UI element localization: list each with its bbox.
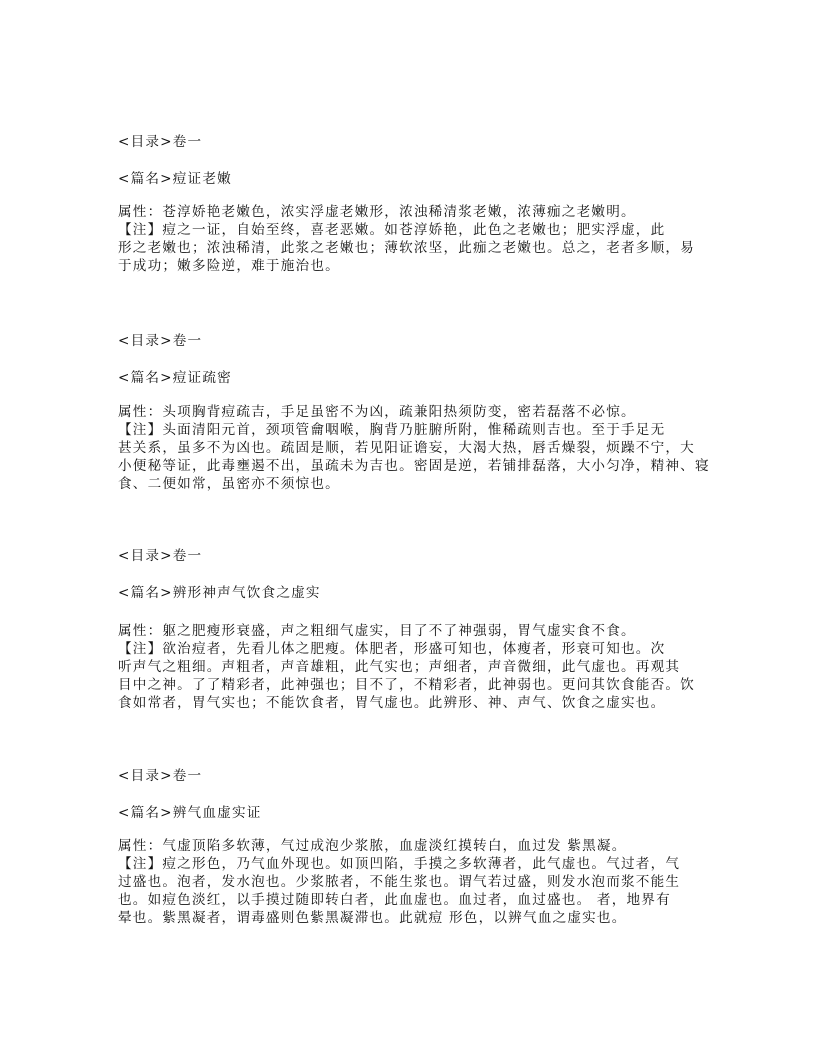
note-line: 晕也。紫黑凝者，谓毒盛则色紫黑凝滞也。此就痘 形色，以辨气血之虚实也。: [118, 910, 627, 926]
note-line: 【注】欲治痘者，先看儿体之肥瘦。体肥者，形盛可知也，体瘦者，形衰可知也。次: [118, 641, 666, 657]
note-line: 甚关系，虽多不为凶也。疏固是顺，若见阳证谵妄，大渴大热，唇舌燥裂，烦躁不宁，大: [118, 440, 695, 456]
catalog-label: <目录>卷一: [118, 333, 203, 349]
attribute-line: 属性：躯之肥瘦形衰盛，声之粗细气虚实，目了不了神强弱，胃气虚实食不食。: [118, 623, 636, 639]
catalog-label: <目录>卷一: [118, 768, 203, 784]
note-line: 形之老嫩也；浓浊稀清，此浆之老嫩也；薄软浓坚，此痂之老嫩也。总之，老者多顺，易: [118, 240, 695, 256]
note-line: 于成功；嫩多险逆，难于施治也。: [118, 258, 340, 274]
section-title: <篇名>痘证老嫩: [118, 171, 232, 187]
section-title: <篇名>辨气血虚实证: [118, 805, 262, 821]
note-line: 食、二便如常，虽密亦不须惊也。: [118, 476, 340, 492]
attribute-line: 属性：头项胸背痘疏吉，手足虽密不为凶，疏兼阳热须防变，密若磊落不必惊。: [118, 404, 636, 420]
section-title: <篇名>痘证疏密: [118, 370, 232, 386]
catalog-label: <目录>卷一: [118, 548, 203, 564]
note-line: 【注】痘之形色，乃气血外现也。如顶凹陷，手摸之多软薄者，此气虚也。气过者，气: [118, 856, 681, 872]
note-line: 【注】头面清阳元首，颈项管龠咽喉，胸背乃脏腑所附，惟稀疏则吉也。至于手足无: [118, 422, 666, 438]
note-line: 过盛也。泡者，发水泡也。少浆脓者，不能生浆也。谓气若过盛，则发水泡而浆不能生: [118, 874, 681, 890]
attribute-line: 属性：气虚顶陷多软薄，气过成泡少浆脓，血虚淡红摸转白，血过发 紫黑凝。: [118, 838, 627, 854]
note-line: 听声气之粗细。声粗者，声音雄粗，此气实也；声细者，声音微细，此气虚也。再观其: [118, 659, 681, 675]
section-title: <篇名>辨形神声气饮食之虚实: [118, 585, 321, 601]
attribute-line: 属性：苍淳娇艳老嫩色，浓实浮虚老嫩形，浓浊稀清浆老嫩，浓薄痂之老嫩明。: [118, 204, 636, 220]
note-line: 【注】痘之一证，自始至终，喜老恶嫩。如苍淳娇艳，此色之老嫩也；肥实浮虚，此: [118, 222, 666, 238]
catalog-label: <目录>卷一: [118, 134, 203, 150]
note-line: 也。如痘色淡红，以手摸过随即转白者，此血虚也。血过者，血过盛也。 者，地界有: [118, 892, 671, 908]
note-line: 小便秘等证，此毒壅遏不出，虽疏未为吉也。密固是逆，若铺排磊落，大小匀净，精神、寝: [118, 458, 710, 474]
note-line: 食如常者，胃气实也；不能饮食者，胃气虚也。此辨形、神、声气、饮食之虚实也。: [118, 695, 666, 711]
note-line: 目中之神。了了精彩者，此神强也；目不了，不精彩者，此神弱也。更问其饮食能否。饮: [118, 677, 695, 693]
